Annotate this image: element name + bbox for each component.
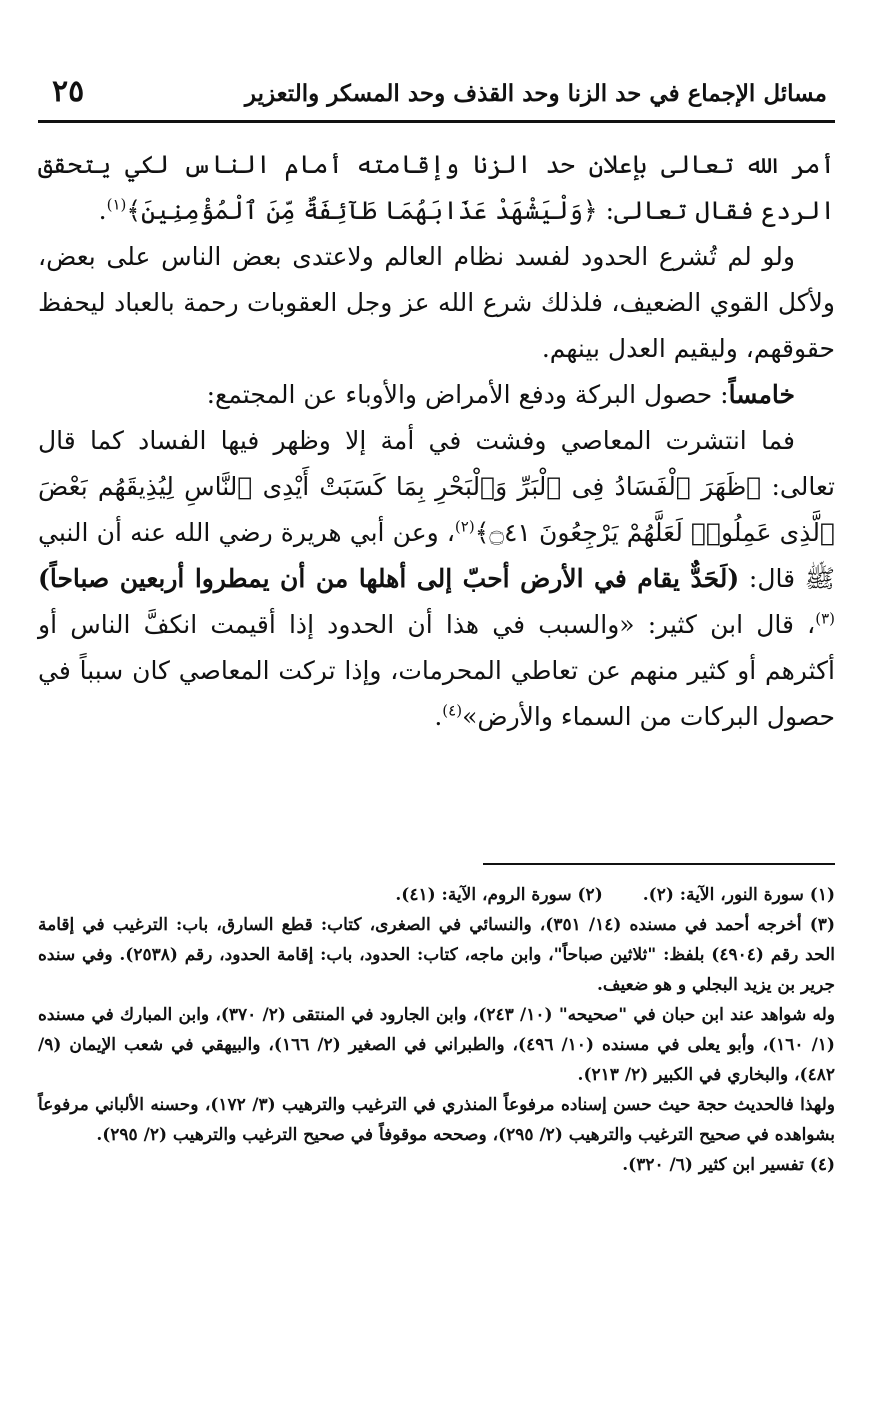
footnote-ref-1[interactable]: (١): [106, 195, 127, 214]
paragraph-1-text: أمر الله تعالى بإعلان حد الزنا وإقامته أمام الناس لكي يتحقق الردع فقال تعالى: ﴿وَلْيَشْهَدْ عَذَابَهُمَا طَآئِفَةٌ مِّنَ ٱلْمُؤْمِنِينَ﴾: [38, 150, 835, 225]
footnote-1: (١) سورة النور، الآية: (٢).: [642, 885, 835, 905]
footnote-ref-4[interactable]: (٤): [442, 701, 463, 720]
footnote-separator: [483, 863, 835, 865]
footnote-4: (٤) تفسير ابن كثير (٦/ ٣٢٠).: [622, 1155, 835, 1175]
paragraph-1-end: .: [98, 196, 107, 225]
footnote-3-grading: ولهذا فالحديث حجة حيث حسن إسناده مرفوعاً المنذري في الترغيب والترهيب (٣/ ١٧٢)، وحسنه الألباني مرفوعاً بشواهده في صحيح الترغيب والترهيب (٢/ ٢٩٥)، وصححه موقوفاً في صحيح الترغيب والترهيب (٢/ ٢٩٥).: [38, 1095, 835, 1145]
paragraph-4-narration: ، وعن أبي هريرة رضي الله عنه أن النبي ﷺ قال:: [38, 518, 835, 593]
page-header: [38, 74, 835, 118]
header-rule: [38, 120, 835, 123]
footnote-3: (٣) أخرجه أحمد في مسنده (١٤/ ٣٥١)، والنسائي في الصغرى، كتاب: قطع السارق، باب: الترغيب في إقامة الحد رقم (٤٩٠٤) بلفظ: "ثلاثين صباحاً"، وابن ماجه، كتاب: الحدود، باب: إقامة الحدود، رقم (٢٥٣٨). وفي سنده جرير بن يزيد البجلي و هو ضعيف.: [38, 915, 835, 995]
hadith-text: (لَحَدٌّ يقام في الأرض أحبّ إلى أهلها من أن يمطروا أربعين صباحاً): [38, 564, 740, 593]
page-number: ٢٥: [52, 74, 85, 109]
section-heading: [38, 372, 835, 418]
paragraph-4-quran: فما انتشرت المعاصي وفشت في أمة إلا وظهر فيها الفساد كما قال تعالى: ﴿ظَهَرَ ٱلْفَسَادُ فِى ٱلْبَرِّ وَٱلْبَحْرِ بِمَا كَسَبَتْ أَيْدِى ٱلنَّاسِ لِيُذِيقَهُم بَعْضَ ٱلَّذِى عَمِلُوا۟ لَعَلَّهُمْ يَرْجِعُونَ ۝٤١﴾: [38, 426, 835, 547]
footnote-ref-3[interactable]: (٣): [815, 609, 835, 628]
footnote-3-witnesses: وله شواهد عند ابن حبان في "صحيحه" (١٠/ ٢٤٣)، وابن الجارود في المنتقى (٢/ ٣٧٠)، وابن المبارك في مسنده (١/ ١٦٠)، وأبو يعلى في مسنده (١٠/ ٤٩٦)، والطبراني في الصغير (٢/ ١٦٦)، والبيهقي في شعب الإيمان (٩/ ٤٨٢)، والبخاري في الكبير (٢/ ٢١٣).: [38, 1005, 835, 1085]
running-title: مسائل الإجماع في حد الزنا وحد القذف وحد المسكر والتعزير: [244, 80, 827, 107]
footnote-2: (٢) سورة الروم، الآية: (٤١).: [395, 885, 603, 905]
footnotes: [38, 880, 835, 1180]
section-label: خامساً: [728, 380, 795, 409]
footnote-ref-2[interactable]: (٢): [454, 517, 475, 536]
paragraph-4: [38, 418, 835, 740]
paragraph-4-end: .: [434, 702, 443, 731]
main-text: [38, 142, 835, 740]
footnote-row-1-2: [38, 880, 835, 910]
paragraph-4-quote: ، قال ابن كثير: «والسبب في هذا أن الحدود إذا أقيمت انكفَّ الناس أو أكثرهم أو كثير منهم عن تعاطي المحرمات، وإذا تركت المعاصي كان سبباً في حصول البركات من السماء والأرض»: [38, 610, 835, 731]
paragraph-1: [38, 142, 835, 234]
section-title: : حصول البركة ودفع الأمراض والأوباء عن المجتمع:: [206, 380, 729, 409]
paragraph-2: ولو لم تُشرع الحدود لفسد نظام العالم ولاعتدى بعض الناس على بعض، ولأكل القوي الضعيف، فلذلك شرع الله عز وجل العقوبات رحمة بالعباد ليحفظ حقوقهم، وليقيم العدل بينهم.: [38, 242, 835, 363]
